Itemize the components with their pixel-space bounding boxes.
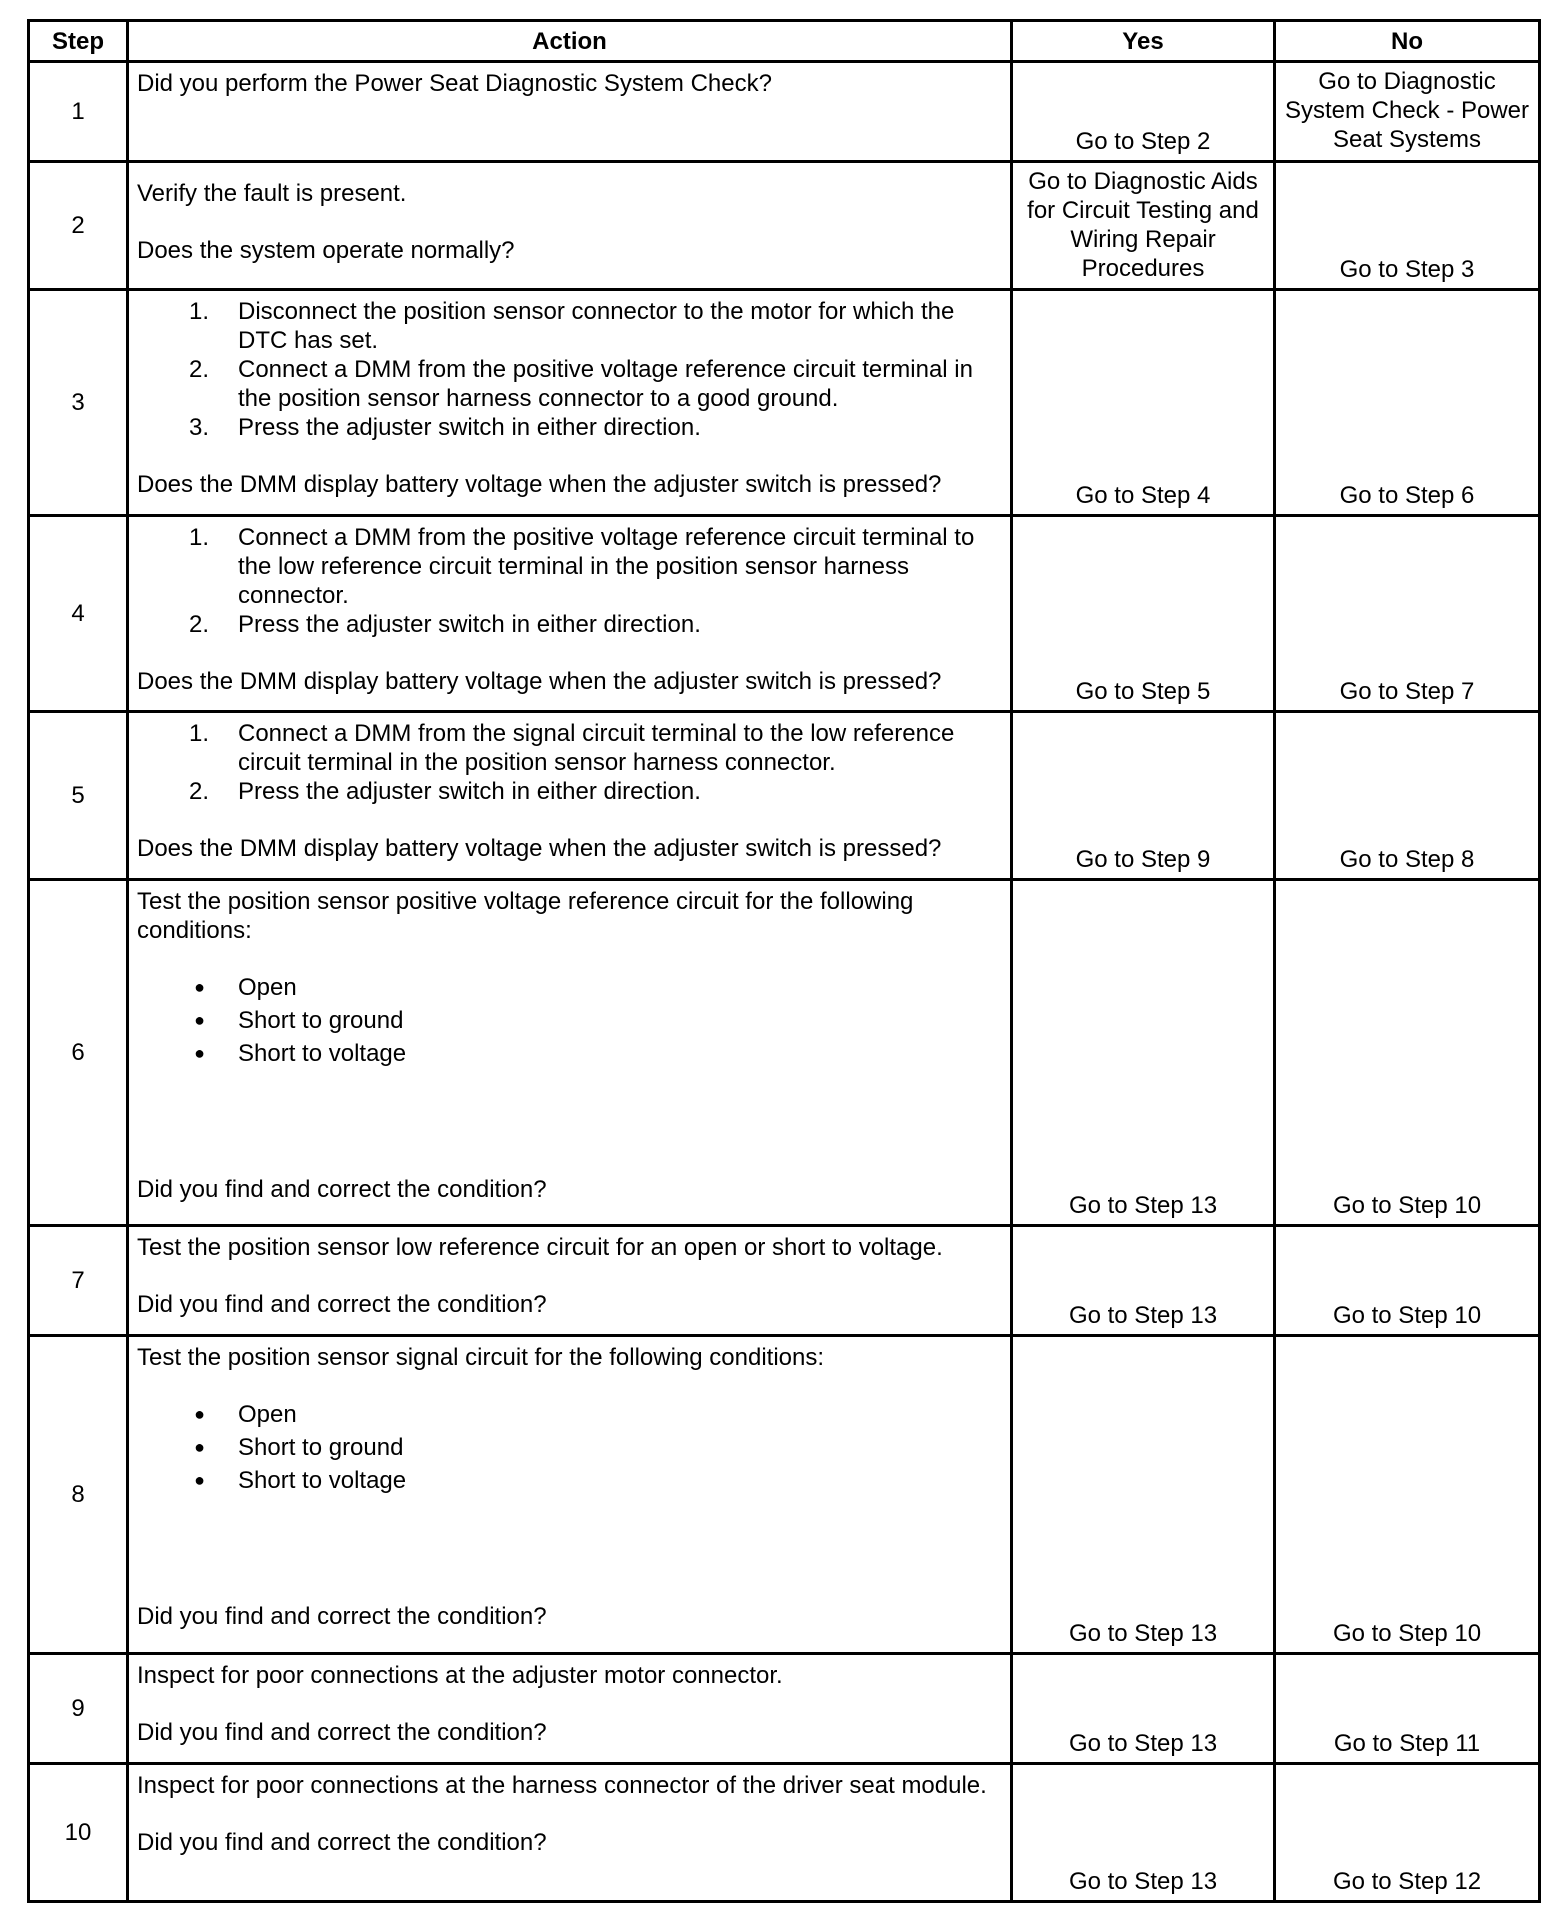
no-cell: Go to Step 10 xyxy=(1275,1336,1540,1654)
no-cell: Go to Step 3 xyxy=(1275,162,1540,290)
yes-cell: Go to Step 13 xyxy=(1012,1336,1275,1654)
action-steps-list xyxy=(137,297,1004,442)
yes-cell: Go to Step 13 xyxy=(1012,1654,1275,1764)
no-cell: Go to Step 8 xyxy=(1275,712,1540,880)
action-question: Does the DMM display battery voltage when the adjuster switch is pressed? xyxy=(137,835,942,862)
action-steps-list xyxy=(137,523,1004,639)
table-row xyxy=(29,1336,1540,1654)
action-text: Did you perform the Power Seat Diagnostic System Check? xyxy=(137,70,772,97)
yes-cell: Go to Step 5 xyxy=(1012,516,1275,712)
header-yes: Yes xyxy=(1012,21,1275,62)
diagnostic-table xyxy=(27,19,1541,1903)
action-text: Test the position sensor positive voltage reference circuit for the following conditions: xyxy=(137,888,914,944)
step-number: 7 xyxy=(29,1226,128,1336)
bullet-icon: ● xyxy=(194,1404,205,1424)
action-cell xyxy=(128,62,1012,162)
action-question: Did you find and correct the condition? xyxy=(137,1176,547,1203)
list-item: 2. Press the adjuster switch in either direction. xyxy=(188,778,701,805)
conditions-list xyxy=(137,971,1004,1070)
action-cell xyxy=(128,290,1012,516)
action-cell xyxy=(128,880,1012,1226)
no-cell: Go to Step 10 xyxy=(1275,1226,1540,1336)
no-cell: Go to Step 12 xyxy=(1275,1764,1540,1902)
action-text: Verify the fault is present. xyxy=(137,180,407,207)
action-cell xyxy=(128,712,1012,880)
step-number: 9 xyxy=(29,1654,128,1764)
list-item: 3. Press the adjuster switch in either direction. xyxy=(188,414,701,441)
no-cell: Go to Step 7 xyxy=(1275,516,1540,712)
step-number: 3 xyxy=(29,290,128,516)
no-cell: Go to Step 11 xyxy=(1275,1654,1540,1764)
step-number: 6 xyxy=(29,880,128,1226)
yes-cell: Go to Step 13 xyxy=(1012,1226,1275,1336)
step-number: 10 xyxy=(29,1764,128,1902)
yes-cell: Go to Step 2 xyxy=(1012,62,1275,162)
list-item: ● Short to voltage xyxy=(137,1037,1004,1070)
list-item: ● Short to ground xyxy=(137,1004,1004,1037)
list-item: 2. Connect a DMM from the positive voltage reference circuit terminal in the position sensor harness connector to a good ground. xyxy=(188,356,973,412)
table-row xyxy=(29,162,1540,290)
bullet-icon: ● xyxy=(194,1043,205,1063)
action-text: Inspect for poor connections at the harness connector of the driver seat module. xyxy=(137,1772,987,1799)
header-action: Action xyxy=(128,21,1012,62)
list-item: 1. Connect a DMM from the positive voltage reference circuit terminal to the low reference circuit terminal in the position sensor harness connector. xyxy=(188,524,975,609)
table-row xyxy=(29,712,1540,880)
list-item: 1. Disconnect the position sensor connector to the motor for which the DTC has set. xyxy=(188,298,955,354)
list-item: 2. Press the adjuster switch in either direction. xyxy=(188,611,701,638)
table-row xyxy=(29,1654,1540,1764)
action-cell xyxy=(128,1336,1012,1654)
action-cell xyxy=(128,162,1012,290)
bullet-icon: ● xyxy=(194,1470,205,1490)
action-question: Did you find and correct the condition? xyxy=(137,1291,547,1318)
step-number: 2 xyxy=(29,162,128,290)
action-question: Did you find and correct the condition? xyxy=(137,1719,547,1746)
bullet-icon: ● xyxy=(194,1437,205,1457)
action-cell xyxy=(128,1764,1012,1902)
action-question: Does the DMM display battery voltage when the adjuster switch is pressed? xyxy=(137,668,942,695)
yes-cell: Go to Step 4 xyxy=(1012,290,1275,516)
list-item: 1. Connect a DMM from the signal circuit terminal to the low reference circuit terminal in the position sensor harness connector. xyxy=(188,720,955,776)
conditions-list xyxy=(137,1398,1004,1497)
no-cell: Go to Step 10 xyxy=(1275,880,1540,1226)
step-number: 4 xyxy=(29,516,128,712)
list-item: ● Short to voltage xyxy=(137,1464,1004,1497)
action-text: Inspect for poor connections at the adjuster motor connector. xyxy=(137,1662,783,1689)
bullet-icon: ● xyxy=(194,977,205,997)
action-question: Did you find and correct the condition? xyxy=(137,1603,547,1630)
no-cell: Go to Step 6 xyxy=(1275,290,1540,516)
bullet-icon: ● xyxy=(194,1010,205,1030)
action-cell xyxy=(128,516,1012,712)
action-cell xyxy=(128,1654,1012,1764)
action-question: Does the DMM display battery voltage when the adjuster switch is pressed? xyxy=(137,471,942,498)
list-item: ● Open xyxy=(137,971,1004,1004)
no-cell: Go to Diagnostic System Check - Power Seat Systems xyxy=(1275,62,1540,162)
action-steps-list xyxy=(137,719,1004,806)
table-row xyxy=(29,290,1540,516)
header-row xyxy=(29,21,1540,62)
table-row xyxy=(29,516,1540,712)
yes-cell: Go to Step 13 xyxy=(1012,1764,1275,1902)
step-number: 8 xyxy=(29,1336,128,1654)
step-number: 1 xyxy=(29,62,128,162)
action-cell xyxy=(128,1226,1012,1336)
action-text: Test the position sensor signal circuit for the following conditions: xyxy=(137,1344,825,1371)
table-row xyxy=(29,1764,1540,1902)
yes-cell: Go to Diagnostic Aids for Circuit Testing and Wiring Repair Procedures xyxy=(1012,162,1275,290)
action-text: Test the position sensor low reference circuit for an open or short to voltage. xyxy=(137,1234,943,1261)
action-question: Did you find and correct the condition? xyxy=(137,1829,547,1856)
list-item: ● Short to ground xyxy=(137,1431,1004,1464)
yes-cell: Go to Step 13 xyxy=(1012,880,1275,1226)
step-number: 5 xyxy=(29,712,128,880)
table-row xyxy=(29,1226,1540,1336)
header-no: No xyxy=(1275,21,1540,62)
table-row xyxy=(29,62,1540,162)
header-step: Step xyxy=(29,21,128,62)
list-item: ● Open xyxy=(137,1398,1004,1431)
action-question: Does the system operate normally? xyxy=(137,237,515,264)
yes-cell: Go to Step 9 xyxy=(1012,712,1275,880)
table-row xyxy=(29,880,1540,1226)
